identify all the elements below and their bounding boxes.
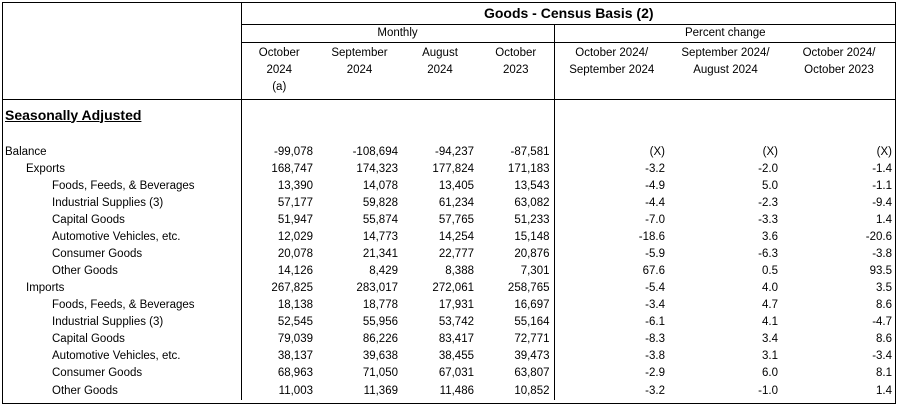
value-cell: 14,078: [362, 180, 398, 192]
table-row: [2, 195, 896, 212]
column-header: [241, 43, 317, 100]
spacer-cell: [317, 130, 402, 144]
percent-cell: 5.0: [762, 180, 778, 192]
percent-cell: (X): [876, 146, 893, 158]
percent-cell: 4.0: [762, 282, 778, 294]
column-header-line: October 2024/: [575, 47, 649, 59]
goods-census-table: [2, 2, 896, 400]
spacer-cell: [669, 130, 782, 144]
percent-cell: -3.2: [554, 161, 669, 178]
percent-cell: (X): [762, 146, 778, 158]
value-cell: -94,237: [434, 146, 474, 158]
value-cell: 51,947: [241, 212, 317, 229]
value-cell: 12,029: [241, 229, 317, 246]
column-header: [669, 43, 782, 100]
column-header: [317, 43, 402, 100]
percent-cell: (X): [554, 144, 669, 161]
percent-cell: -1.1: [872, 180, 893, 192]
value-cell: 38,455: [438, 350, 474, 362]
value-cell: 86,226: [362, 333, 398, 345]
value-cell: 52,545: [241, 314, 317, 331]
row-label: Automotive Vehicles, etc.: [52, 231, 181, 243]
column-header-line: 2024: [266, 64, 293, 76]
value-cell: 63,082: [514, 197, 550, 209]
column-header-line: 2024: [427, 64, 453, 76]
value-cell: 13,543: [514, 180, 550, 192]
percent-cell: -5.9: [554, 246, 669, 263]
spacer-row: [2, 130, 241, 144]
row-label: Industrial Supplies (3): [52, 197, 164, 209]
table-row: [2, 365, 896, 382]
spacer-cell: [554, 130, 669, 144]
value-cell: 258,765: [507, 282, 550, 294]
percent-cell: -1.4: [872, 163, 893, 175]
column-header-line: October 2023: [804, 64, 874, 76]
value-cell: 11,003: [241, 382, 317, 400]
value-cell: 7,301: [520, 265, 550, 277]
percent-cell: -20.6: [865, 231, 893, 243]
row-label: Industrial Supplies (3): [52, 316, 164, 328]
percent-cell: -6.1: [554, 314, 669, 331]
table-row: [2, 314, 896, 331]
percent-cell: 3.4: [762, 333, 778, 345]
percent-cell: -3.3: [758, 214, 778, 226]
percent-cell: 8.1: [876, 367, 893, 379]
value-cell: 267,825: [241, 280, 317, 297]
row-label: Other Goods: [52, 265, 118, 277]
value-cell: 68,963: [241, 365, 317, 382]
table-title: Goods - Census Basis (2): [241, 2, 896, 25]
table-row: [2, 161, 896, 178]
percent-cell: 67.6: [554, 263, 669, 280]
value-cell: 83,417: [438, 333, 474, 345]
row-label: Foods, Feeds, & Beverages: [52, 180, 195, 192]
value-cell: 15,148: [514, 231, 550, 243]
table-row: [2, 280, 896, 297]
value-cell: 39,473: [514, 350, 550, 362]
row-label: Imports: [26, 282, 65, 294]
value-cell: 71,050: [362, 367, 398, 379]
percent-cell: 4.1: [762, 316, 778, 328]
group-percent-change: Percent change: [554, 25, 896, 43]
percent-cell: -8.3: [554, 331, 669, 348]
column-header-line: (a): [272, 81, 287, 93]
value-cell: 57,177: [241, 195, 317, 212]
percent-cell: -3.8: [554, 348, 669, 365]
value-cell: 13,390: [241, 178, 317, 195]
percent-cell: 8.6: [876, 333, 893, 345]
value-cell: -87,581: [510, 146, 550, 158]
value-cell: 67,031: [438, 367, 474, 379]
value-cell: 63,807: [514, 367, 550, 379]
value-cell: 79,039: [241, 331, 317, 348]
table-row: [2, 144, 896, 161]
value-cell: 55,874: [362, 214, 398, 226]
value-cell: 177,824: [432, 163, 474, 175]
table-row: [2, 229, 896, 246]
row-label: Other Goods: [52, 384, 118, 397]
header-corner-3: [2, 43, 241, 100]
percent-cell: -4.7: [872, 316, 893, 328]
value-cell: 272,061: [432, 282, 474, 294]
value-cell: 53,742: [438, 316, 474, 328]
section-cell: [554, 100, 669, 131]
row-label: Foods, Feeds, & Beverages: [52, 299, 195, 311]
row-label: Capital Goods: [52, 333, 125, 345]
section-cell: [241, 100, 317, 131]
value-cell: 168,747: [241, 161, 317, 178]
value-cell: 14,254: [438, 231, 474, 243]
table-row: [2, 212, 896, 229]
value-cell: 18,778: [362, 299, 398, 311]
section-cell: [402, 100, 478, 131]
percent-cell: -1.0: [758, 384, 778, 397]
table-row: [2, 178, 896, 195]
spacer-cell: [478, 130, 554, 144]
table-row: [2, 348, 896, 365]
percent-cell: -6.3: [758, 248, 778, 260]
section-cell: [478, 100, 554, 131]
value-cell: 20,876: [514, 248, 550, 260]
percent-cell: -4.4: [554, 195, 669, 212]
value-cell: 59,828: [362, 197, 398, 209]
value-cell: 171,183: [507, 163, 550, 175]
percent-cell: -18.6: [554, 229, 669, 246]
percent-cell: 1.4: [876, 384, 893, 397]
column-header-line: October: [258, 47, 300, 59]
column-header-line: August 2024: [693, 64, 758, 76]
column-header-line: August: [422, 47, 458, 59]
value-cell: 11,369: [363, 384, 398, 397]
percent-cell: -2.0: [758, 163, 778, 175]
table-row: [2, 331, 896, 348]
column-header-line: 2023: [502, 64, 529, 76]
value-cell: 10,852: [514, 384, 550, 397]
percent-cell: -7.0: [554, 212, 669, 229]
percent-cell: -4.9: [554, 178, 669, 195]
column-header-line: 2024: [346, 64, 373, 76]
value-cell: 72,771: [514, 333, 550, 345]
section-cell: [782, 100, 896, 131]
spacer-cell: [241, 130, 317, 144]
percent-cell: -3.4: [554, 297, 669, 314]
value-cell: 38,137: [241, 348, 317, 365]
header-corner: [2, 2, 241, 25]
value-cell: 283,017: [356, 282, 398, 294]
value-cell: 11,486: [439, 384, 474, 397]
row-label: Consumer Goods: [52, 248, 143, 260]
column-header-line: September 2024/: [681, 47, 770, 59]
percent-cell: 4.7: [762, 299, 778, 311]
percent-cell: -2.3: [758, 197, 778, 209]
value-cell: 14,773: [362, 231, 398, 243]
percent-cell: -9.4: [872, 197, 893, 209]
table-row: [2, 246, 896, 263]
value-cell: 17,931: [438, 299, 474, 311]
percent-cell: -5.4: [554, 280, 669, 297]
row-label: Balance: [5, 146, 47, 158]
value-cell: 22,777: [438, 248, 474, 260]
column-header: [402, 43, 478, 100]
table-row: [2, 263, 896, 280]
value-cell: 21,341: [362, 248, 398, 260]
value-cell: 39,638: [362, 350, 398, 362]
percent-cell: -3.2: [554, 382, 669, 400]
section-cell: [317, 100, 402, 131]
table-row: [2, 297, 896, 314]
value-cell: -99,078: [241, 144, 317, 161]
percent-cell: 6.0: [762, 367, 778, 379]
value-cell: 18,138: [241, 297, 317, 314]
column-header-line: September 2024: [569, 64, 655, 76]
column-header: [554, 43, 669, 100]
value-cell: 8,388: [445, 265, 474, 277]
percent-cell: 3.1: [762, 350, 778, 362]
value-cell: 20,078: [241, 246, 317, 263]
row-label: Consumer Goods: [52, 367, 143, 379]
column-header-line: October 2024/: [802, 47, 876, 59]
value-cell: 51,233: [514, 214, 550, 226]
value-cell: 174,323: [356, 163, 398, 175]
row-label: Automotive Vehicles, etc.: [52, 350, 181, 362]
value-cell: 16,697: [514, 299, 550, 311]
row-label: Capital Goods: [52, 214, 125, 226]
section-label: Seasonally Adjusted: [5, 106, 142, 123]
percent-cell: 8.6: [876, 299, 893, 311]
percent-cell: 3.5: [876, 282, 893, 294]
column-header-line: September: [331, 47, 388, 59]
percent-cell: -3.8: [872, 248, 893, 260]
header-corner-2: [2, 25, 241, 43]
percent-cell: -3.4: [872, 350, 893, 362]
column-header-line: October: [495, 47, 537, 59]
percent-cell: 93.5: [869, 265, 893, 277]
column-header: [782, 43, 896, 100]
table-row: [2, 382, 896, 400]
percent-cell: 0.5: [762, 265, 778, 277]
group-monthly: Monthly: [241, 25, 554, 43]
row-label: Exports: [26, 163, 65, 175]
spacer-cell: [782, 130, 896, 144]
value-cell: 8,429: [369, 265, 398, 277]
column-header: [478, 43, 554, 100]
percent-cell: 1.4: [876, 214, 893, 226]
value-cell: 61,234: [438, 197, 474, 209]
value-cell: 57,765: [438, 214, 474, 226]
value-cell: 55,164: [514, 316, 550, 328]
value-cell: 14,126: [241, 263, 317, 280]
value-cell: 55,956: [362, 316, 398, 328]
value-cell: -108,694: [352, 146, 398, 158]
percent-cell: -2.9: [554, 365, 669, 382]
percent-cell: 3.6: [762, 231, 778, 243]
value-cell: 13,405: [438, 180, 474, 192]
spacer-cell: [402, 130, 478, 144]
section-cell: [669, 100, 782, 131]
